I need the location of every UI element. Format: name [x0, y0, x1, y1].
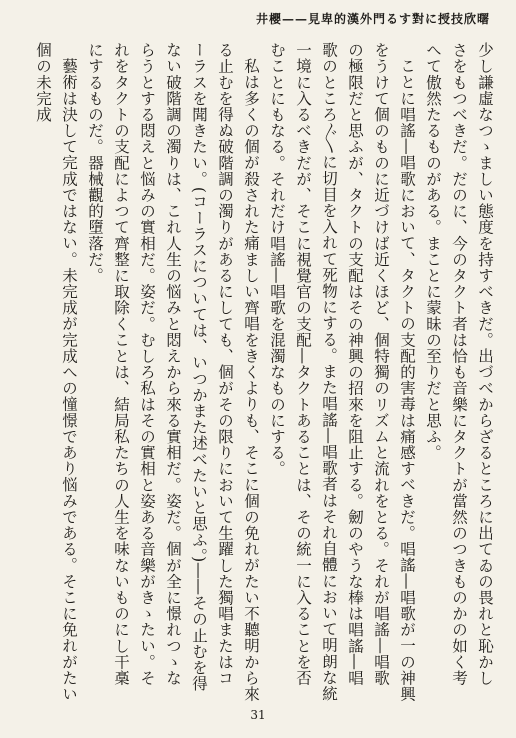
paragraph-3: 私は多くの個が殺された痛ましい齊唱をきくよりも、そこに個の免れがたい不聽明から來る止むを得ぬ破階調の濁りがあるにしても、個がその限りにおいて生躍した獨唱またはコーラスを聞きたい。(コーラスについては、いつかまた述べたいと思ふ。)――その止むを得ない破階調の濁りは、これ人生の悩みと悶えから來る實相だ。姿だ。個が全に憬れつゝならうとする悶えと悩みの實相だ。姿だ。むしろ私はその實相と姿ある音樂がきゝたい。それをタクトの支配によつて齊整に取除くことは、結局私たちの人生を味ないものにし干槀にするものだ。器械觀的墮落だ。 — [86, 42, 260, 702]
paragraph-1: 少し謙虛なつゝましい態度を持すべきだ。出づべからざるところに出てゐの畏れと恥かしさをもつべきだ。だのに、今のタクト者は恰も音樂にタクトが當然のつきものかの如く考へて傲然たるものがある。まことに蒙昧の至りだと思ふ。 — [424, 42, 494, 686]
page-number: 31 — [250, 708, 266, 722]
vertical-text-body — [34, 42, 498, 702]
paragraph-2: ことに唱謠―唱歌において、タクトの支配的害毒は痛感すべきだ。唱謠―唱歌が一の神興をうけて個のものに近づけば近くほど、個特獨のリズムと流れをとる。それが唱謠―唱歌の極限だと思ふが、タクトの支配はその神興の招來を阻止する。劒のやうな棒は唱謠―唱歌のところ〴〵に切目を入れて死物にする。また唱謠―唱歌者はそれ自體において明朗な統一境に入るべきだが、そこに視覺官の支配―タクトあることは、その統一に入ることを否むことにもなる。それだけ唱謠―唱歌を混濁なものにする。 — [268, 42, 416, 702]
running-head: 曙欣技授に對する門外漢的卑見——櫻井 — [255, 12, 490, 26]
paragraph-4: 藝術は決して完成ではない。未完成が完成への憧憬であり悩みである。そこに免れがたい個の未完成 — [34, 42, 78, 702]
